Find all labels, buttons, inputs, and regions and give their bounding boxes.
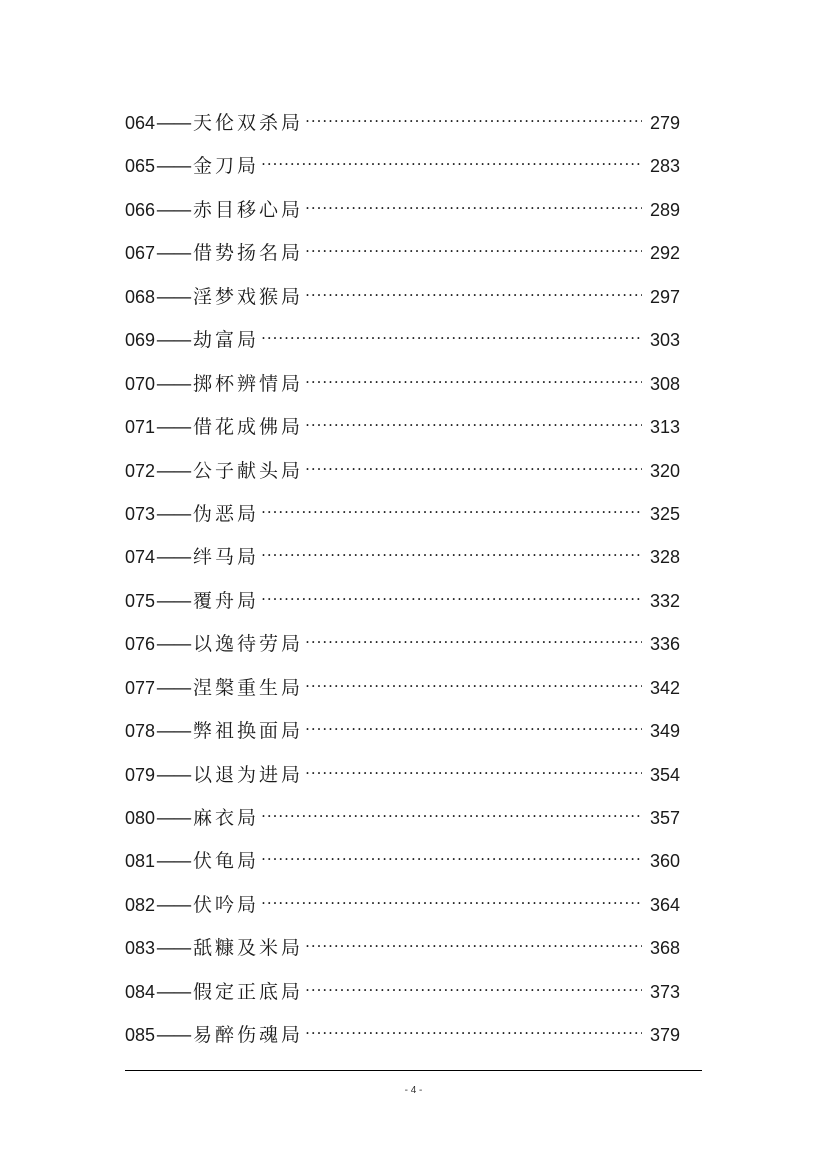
toc-entry[interactable] [125,754,680,797]
entry-number: 085 [125,1025,156,1046]
entry-number: 074 [125,547,156,568]
entry-dash: —— [156,416,191,439]
entry-number: 080 [125,808,156,828]
entry-page-number: 360 [649,851,680,872]
toc-entry[interactable] [125,363,680,406]
entry-dash: —— [156,546,191,569]
toc-entry[interactable] [125,884,680,927]
toc-entry[interactable] [125,971,680,1014]
entry-page-number: 364 [649,894,680,915]
entry-number: 072 [125,460,156,481]
entry-dash: —— [156,676,191,699]
entry-dash: —— [156,763,191,786]
dot-leader [261,578,642,621]
entry-dash: —— [156,155,191,178]
entry-title: 天伦双杀局 [193,112,304,134]
entry-number: 070 [125,373,156,394]
table-of-contents [125,102,680,1058]
toc-entry[interactable] [125,102,680,145]
entry-dash: —— [156,633,191,656]
entry-dash: —— [156,372,191,395]
entry-dash: —— [156,807,191,829]
entry-dash: —— [156,112,191,134]
entry-title: 淫梦戏猴局 [193,285,304,308]
entry-title: 以退为进局 [193,763,304,786]
entry-dash: —— [156,937,191,960]
entry-page-number: 342 [649,677,680,698]
dot-leader [305,448,642,491]
footer-divider [125,1070,702,1071]
entry-dash: —— [156,285,191,308]
entry-page-number: 336 [649,634,680,655]
entry-number: 075 [125,590,156,611]
dot-leader [261,143,642,186]
entry-title: 覆舟局 [193,589,260,612]
toc-entry[interactable] [125,536,680,579]
entry-number: 084 [125,981,156,1002]
dot-leader [261,534,642,577]
entry-dash: —— [156,850,191,873]
entry-title: 赤目移心局 [193,198,304,221]
dot-leader [261,882,642,925]
dot-leader [305,404,642,447]
entry-number: 078 [125,721,156,742]
entry-title: 金刀局 [193,155,260,178]
dot-leader [305,925,642,968]
entry-page-number: 357 [649,808,680,828]
entry-dash: —— [156,459,191,482]
entry-title: 借花成佛局 [193,416,304,439]
toc-entry[interactable] [125,319,680,362]
toc-entry[interactable] [125,667,680,710]
dot-leader [261,491,642,534]
entry-page-number: 332 [649,590,680,611]
toc-entry[interactable] [125,840,680,883]
entry-page-number: 292 [649,243,680,264]
dot-leader [261,838,642,881]
toc-entry[interactable] [125,450,680,493]
dot-leader [305,752,642,795]
toc-entry[interactable] [125,406,680,449]
entry-number: 067 [125,243,156,264]
dot-leader [305,230,642,273]
entry-page-number: 279 [649,113,680,133]
toc-entry[interactable] [125,1014,680,1057]
toc-entry[interactable] [125,927,680,970]
entry-page-number: 368 [649,938,680,959]
entry-number: 069 [125,330,156,351]
entry-number: 066 [125,199,156,220]
entry-title: 伏吟局 [193,893,260,916]
entry-dash: —— [156,198,191,221]
toc-entry[interactable] [125,623,680,666]
entry-page-number: 328 [649,547,680,568]
entry-page-number: 349 [649,721,680,742]
entry-page-number: 373 [649,981,680,1002]
entry-dash: —— [156,242,191,265]
entry-number: 065 [125,156,156,177]
entry-number: 064 [125,113,156,133]
entry-dash: —— [156,893,191,916]
dot-leader [261,317,642,360]
dot-leader [305,621,642,664]
dot-leader [305,274,642,317]
entry-dash: —— [156,502,191,525]
entry-title: 伏龟局 [193,850,260,873]
entry-title: 麻衣局 [193,807,260,829]
toc-entry[interactable] [125,145,680,188]
entry-number: 081 [125,851,156,872]
entry-page-number: 320 [649,460,680,481]
dot-leader [261,795,642,838]
entry-title: 公子献头局 [193,459,304,482]
entry-number: 068 [125,286,156,307]
entry-page-number: 297 [649,286,680,307]
entry-number: 083 [125,938,156,959]
toc-entry[interactable] [125,493,680,536]
dot-leader [305,187,642,230]
entry-dash: —— [156,720,191,743]
entry-page-number: 354 [649,764,680,785]
toc-entry[interactable] [125,189,680,232]
entry-title: 绊马局 [193,546,260,569]
page-number: - 4 - [404,1085,423,1096]
entry-number: 079 [125,764,156,785]
entry-number: 077 [125,677,156,698]
entry-page-number: 308 [649,373,680,394]
entry-title: 假定正底局 [193,980,304,1003]
entry-page-number: 325 [649,503,680,524]
dot-leader [305,1012,642,1055]
entry-title: 劫富局 [193,329,260,352]
toc-entry[interactable] [125,232,680,275]
entry-title: 借势扬名局 [193,242,304,265]
entry-title: 舐糠及米局 [193,937,304,960]
toc-entry[interactable] [125,710,680,753]
entry-page-number: 313 [649,417,680,438]
entry-title: 掷杯辨情局 [193,372,304,395]
entry-title: 易醉伤魂局 [193,1024,304,1047]
dot-leader [305,665,642,708]
entry-number: 082 [125,894,156,915]
toc-entry[interactable] [125,276,680,319]
entry-page-number: 289 [649,199,680,220]
entry-dash: —— [156,329,191,352]
dot-leader [305,361,642,404]
entry-dash: —— [156,980,191,1003]
entry-title: 弊祖换面局 [193,720,304,743]
dot-leader [305,708,642,751]
toc-entry[interactable] [125,797,680,840]
dot-leader [305,969,642,1012]
entry-number: 073 [125,503,156,524]
entry-number: 071 [125,417,156,438]
entry-page-number: 379 [649,1025,680,1046]
entry-page-number: 283 [649,156,680,177]
entry-title: 涅槃重生局 [193,676,304,699]
entry-number: 076 [125,634,156,655]
toc-entry[interactable] [125,580,680,623]
dot-leader [305,100,642,143]
entry-title: 以逸待劳局 [193,633,304,656]
entry-page-number: 303 [649,330,680,351]
entry-dash: —— [156,589,191,612]
entry-title: 伪恶局 [193,502,260,525]
entry-dash: —— [156,1024,191,1047]
